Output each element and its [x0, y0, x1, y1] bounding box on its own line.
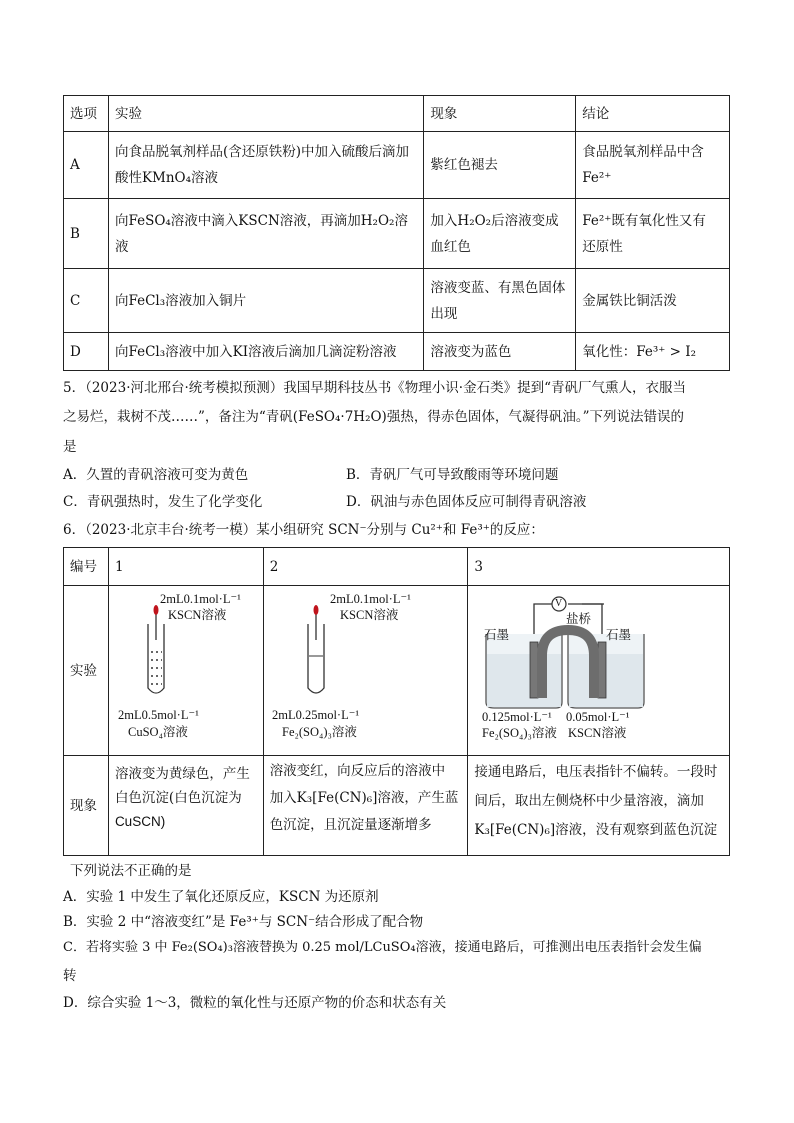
exp1-top-label-2: KSCN溶液 [168, 608, 227, 622]
exp1-bottom-label-1: 2mL0.5mol·L⁻¹ [118, 708, 199, 722]
exp-line: 向FeSO₄溶液中滴入KSCN溶液，再滴加H₂O₂溶 [114, 212, 408, 229]
test-tube-2-drawing [298, 600, 338, 700]
phen-line: 加入K₃[Fe(CN)₆]溶液，产生蓝 [269, 790, 459, 806]
phen-line: 溶液变红，向反应后的溶液中 [269, 763, 446, 779]
row-option: B [64, 199, 109, 269]
header-conclusion: 结论 [576, 96, 730, 132]
row-experiment [108, 269, 423, 333]
q6-option-c-line-1: C．若将实验 3 中 Fe₂(SO₄)₃溶液替换为 0.25 mol/LCuSO₄溶液，接通电路后，可推测出电压表指针会发生偏 [63, 940, 702, 955]
concl-line: 食品脱氧剂样品中含 [582, 144, 704, 160]
phenomenon-2 [263, 756, 468, 856]
q5-line-2: 之易烂，栽树不茂……”，备注为“青矾(FeSO₄·7H₂O)强热，得赤色固体，气凝得矾油。”下列说法错误的 [63, 409, 684, 425]
table-row [64, 333, 730, 371]
concl-line: 金属铁比铜活泼 [582, 292, 677, 309]
header-3: 3 [468, 548, 730, 586]
exp2-bottom-label-2: Fe₂(SO₄)₃溶液 [282, 725, 357, 739]
phen-line: 色沉淀，且沉淀量逐渐增多 [269, 817, 432, 833]
exp2-bottom-label-1: 2mL0.25mol·L⁻¹ [272, 708, 360, 722]
exp-line: 向食品脱氧剂样品(含还原铁粉)中加入硫酸后滴加 [114, 144, 409, 160]
row-phenomenon [424, 333, 576, 371]
phen-line: 紫红色褪去 [430, 157, 498, 173]
row-phenomenon [424, 132, 576, 199]
q5-option-c: C．青矾强热时，发生了化学变化 [63, 494, 263, 510]
concl-line: Fe²⁺既有氧化性又有 [582, 212, 706, 229]
options-table [63, 95, 730, 371]
exp-line: 向FeCl₃溶液中加入KI溶液后滴加几滴淀粉溶液 [114, 343, 397, 360]
phen-line: 溶液变蓝、有黑色固体 [430, 279, 566, 296]
header-experiment: 实验 [108, 96, 423, 132]
exp-line: 向FeCl₃溶液加入铜片 [114, 292, 247, 309]
table-row [64, 269, 730, 333]
row-experiment [108, 333, 423, 371]
q5-option-a: A．久置的青矾溶液可变为黄色 [63, 467, 249, 483]
galvanic-cell-drawing [472, 590, 727, 712]
exp3-right-label-2: KSCN溶液 [568, 726, 627, 740]
row-conclusion [576, 333, 730, 371]
row-option: C [64, 269, 109, 333]
row-option: D [64, 333, 109, 371]
row-option: A [64, 132, 109, 199]
exp2-top-label-1: 2mL0.1mol·L⁻¹ [330, 592, 411, 606]
exp3-right-label-1: 0.05mol·L⁻¹ [566, 710, 630, 724]
phen-line: CuSCN) [114, 814, 166, 829]
table-row [64, 132, 730, 199]
row-experiment [108, 132, 423, 199]
header-number: 编号 [64, 548, 109, 586]
phen-line: 白色沉淀(白色沉淀为 [114, 790, 242, 806]
concl-line: 还原性 [582, 238, 623, 255]
phen-line: 血红色 [430, 238, 471, 255]
voltmeter-label: V [555, 598, 563, 609]
header-1: 1 [108, 548, 263, 586]
exp1-top-label-1: 2mL0.1mol·L⁻¹ [160, 592, 241, 606]
phen-line: 接通电路后，电压表指针不偏转。一段时 [474, 764, 718, 780]
concl-line: 氧化性：Fe³⁺ > I₂ [582, 343, 696, 360]
phenomenon-1 [108, 756, 263, 856]
exp1-bottom-label-2: CuSO₄溶液 [128, 725, 188, 739]
q5-option-d: D．矾油与赤色固体反应可制得青矾溶液 [346, 494, 587, 510]
exp3-left-label-1: 0.125mol·L⁻¹ [482, 710, 552, 724]
exp-line: 液 [114, 238, 129, 255]
experiment-label: 实验 [64, 586, 109, 756]
phen-line: 出现 [430, 305, 458, 322]
q6-option-c-line-2: 转 [63, 968, 77, 984]
phenomenon-3 [468, 756, 730, 856]
test-tube-1-drawing [138, 600, 178, 700]
phen-line: 加入H₂O₂后溶液变成 [430, 212, 559, 229]
graphite-left-label: 石墨 [484, 627, 510, 642]
phen-line: 间后，取出左侧烧杯中少量溶液，滴加 [474, 793, 704, 809]
graphite-right-label: 石墨 [606, 627, 632, 642]
salt-bridge-label: 盐桥 [566, 611, 592, 626]
q6-option-a: A．实验 1 中发生了氧化还原反应，KSCN 为还原剂 [63, 889, 379, 905]
phen-line: 溶液变为蓝色 [430, 343, 512, 360]
q5-line-1: 5．（2023·河北邢台·统考模拟预测）我国早期科技丛书《物理小识·金石类》提到“青矾厂气熏人，衣服当 [63, 380, 686, 396]
row-phenomenon [424, 269, 576, 333]
table-row [64, 199, 730, 269]
row-experiment [108, 199, 423, 269]
row-conclusion [576, 269, 730, 333]
exp3-left-label-2: Fe₂(SO₄)₃溶液 [482, 726, 557, 740]
phen-line: K₃[Fe(CN)₆]溶液，没有观察到蓝色沉淀 [474, 822, 718, 838]
q5-line-3: 是 [63, 439, 77, 455]
q6-stem: 下列说法不正确的是 [70, 863, 192, 879]
row-phenomenon [424, 199, 576, 269]
header-2: 2 [263, 548, 468, 586]
header-option: 选项 [64, 96, 109, 132]
concl-line: Fe²⁺ [582, 170, 612, 186]
q6-option-b: B．实验 2 中“溶液变红”是 Fe³⁺与 SCN⁻结合形成了配合物 [63, 914, 424, 930]
q6-option-d: D．综合实验 1～3，微粒的氧化性与还原产物的价态和状态有关 [63, 995, 447, 1011]
q6-intro: 6．（2023·北京丰台·统考一模）某小组研究 SCN⁻分别与 Cu²⁺和 Fe³⁺的反应： [63, 522, 544, 538]
q5-option-b: B．青矾厂气可导致酸雨等环境问题 [346, 467, 559, 483]
exp2-top-label-2: KSCN溶液 [340, 608, 399, 622]
header-phenomenon: 现象 [424, 96, 576, 132]
exp-line: 酸性KMnO₄溶液 [114, 170, 219, 186]
phenomenon-label: 现象 [64, 756, 109, 856]
phen-line: 溶液变为黄绿色，产生 [114, 766, 250, 782]
row-conclusion [576, 199, 730, 269]
row-conclusion [576, 132, 730, 199]
